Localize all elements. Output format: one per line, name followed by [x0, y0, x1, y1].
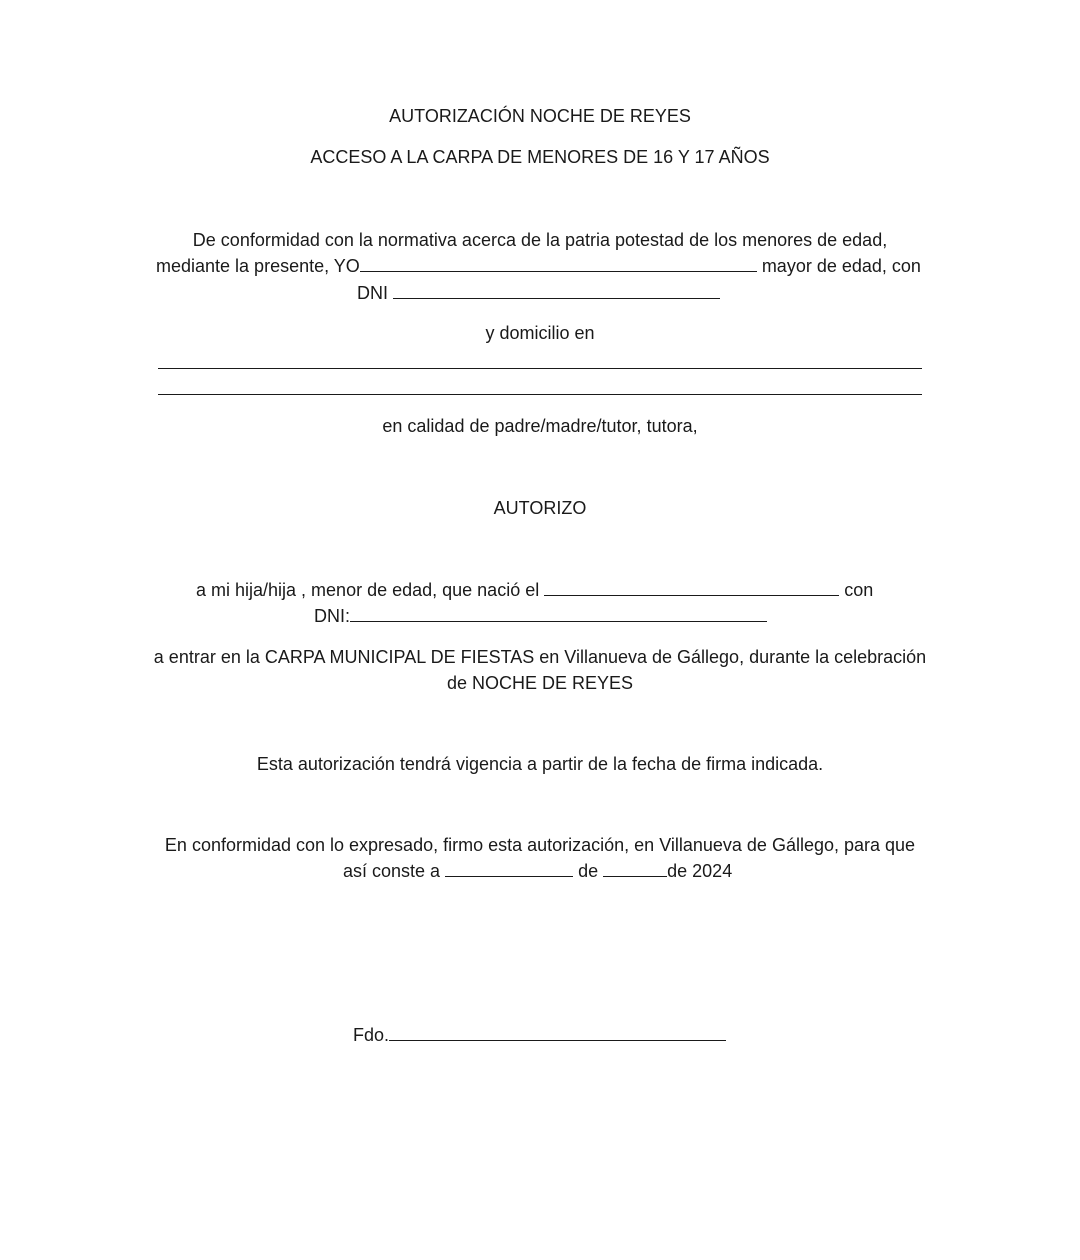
parent-dni-blank-field[interactable]: [393, 282, 720, 299]
dni-label: DNI: [357, 283, 388, 303]
paragraph-1-line-3: [357, 282, 720, 304]
day-blank-field[interactable]: [445, 860, 573, 877]
presente-yo-label: mediante la presente, YO: [156, 256, 360, 276]
minor-birth-label: a mi hija/hija , menor de edad, que nació el: [196, 580, 540, 600]
paragraph-3-line-1: a entrar en la CARPA MUNICIPAL DE FIESTAS en Villanueva de Gállego, durante la celebración: [153, 647, 927, 667]
paragraph-2-line-1: [196, 579, 873, 601]
signature-line: [353, 1024, 726, 1046]
autorizo-heading: AUTORIZO: [493, 498, 587, 518]
paragraph-2-line-2: [314, 605, 767, 627]
con-label: con: [844, 580, 874, 600]
document-title: AUTORIZACIÓN NOCHE DE REYES: [389, 106, 691, 126]
birth-date-blank-field[interactable]: [544, 579, 839, 596]
address-blank-line-2[interactable]: [158, 394, 922, 395]
year-label: de 2024: [667, 861, 733, 881]
conformidad-line-2: [343, 860, 732, 882]
mayor-edad-label: mayor de edad, con: [761, 256, 921, 276]
name-blank-field[interactable]: [360, 255, 757, 272]
minor-dni-blank-field[interactable]: [350, 605, 767, 622]
signature-blank-field[interactable]: [389, 1024, 726, 1041]
conste-label: así conste a: [343, 861, 441, 881]
address-blank-line-1[interactable]: [158, 368, 922, 369]
calidad-text: en calidad de padre/madre/tutor, tutora,: [382, 416, 698, 436]
minor-dni-label: DNI:: [314, 606, 350, 626]
paragraph-3-line-2: de NOCHE DE REYES: [446, 673, 634, 693]
month-blank-field[interactable]: [603, 860, 667, 877]
conformidad-line-1: En conformidad con lo expresado, firmo esta autorización, en Villanueva de Gállego, para que: [164, 835, 916, 855]
vigencia-text: Esta autorización tendrá vigencia a partir de la fecha de firma indicada.: [256, 754, 824, 774]
de-label: de: [578, 861, 599, 881]
paragraph-1-line-2: [156, 255, 921, 277]
domicilio-label: y domicilio en: [485, 323, 595, 343]
fdo-label: Fdo.: [353, 1025, 390, 1045]
paragraph-1-line-1: De conformidad con la normativa acerca de la patria potestad de los menores de edad,: [192, 230, 888, 250]
document-subtitle: ACCESO A LA CARPA DE MENORES DE 16 Y 17 AÑOS: [310, 147, 770, 167]
